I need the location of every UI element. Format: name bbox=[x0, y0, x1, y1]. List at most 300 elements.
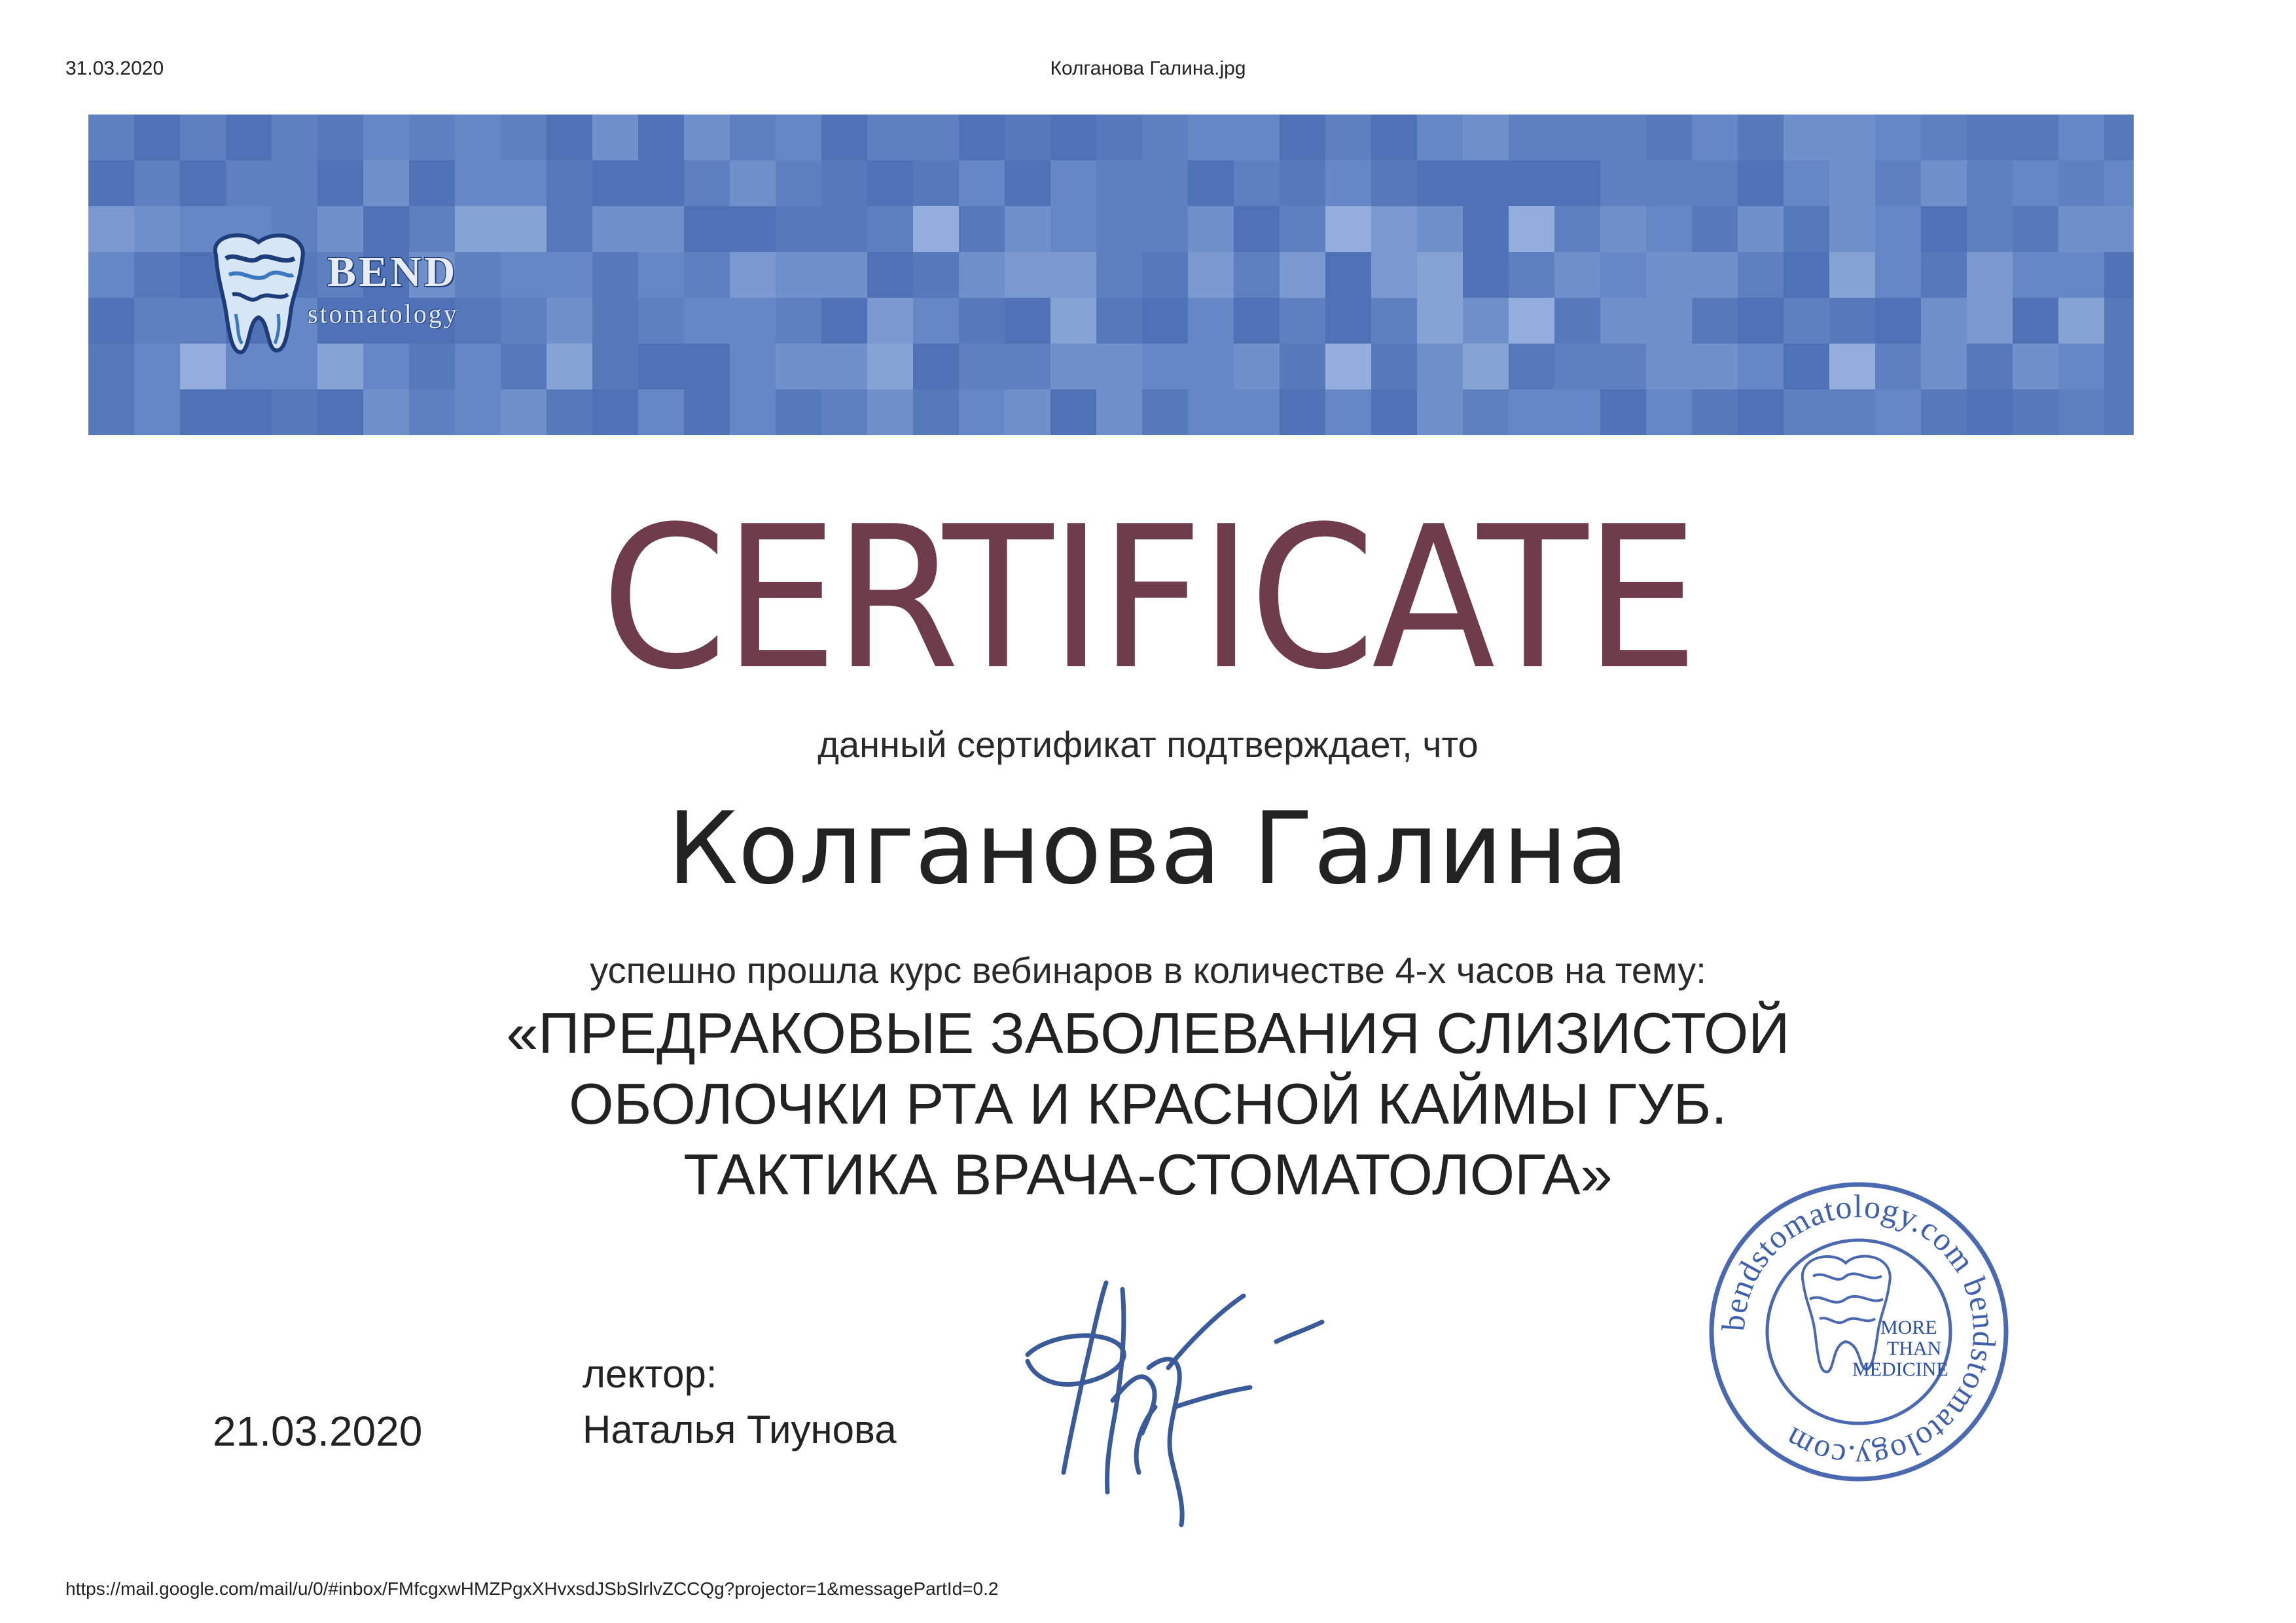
stamp-center-line: THAN bbox=[1887, 1338, 1942, 1359]
mosaic-tile bbox=[2013, 252, 2058, 298]
mosaic-tile bbox=[363, 115, 409, 160]
confirms-text: данный сертификат подтверждает, что bbox=[817, 724, 1479, 765]
mosaic-tile bbox=[1738, 344, 1784, 389]
mosaic-tile bbox=[1784, 298, 1829, 344]
mosaic-tile bbox=[1371, 298, 1417, 344]
mosaic-tile bbox=[1142, 252, 1188, 298]
mosaic-tile bbox=[1875, 206, 1921, 252]
print-header-title: Колганова Галина.jpg bbox=[1050, 58, 1246, 79]
mosaic-tile bbox=[821, 344, 867, 389]
mosaic-tile bbox=[1325, 115, 1371, 160]
mosaic-tile bbox=[2104, 160, 2134, 206]
mosaic-tile bbox=[547, 206, 592, 252]
mosaic-tile bbox=[684, 344, 730, 389]
mosaic-tile bbox=[1417, 160, 1463, 206]
mosaic-tile bbox=[1417, 252, 1463, 298]
mosaic-tile bbox=[1325, 206, 1371, 252]
mosaic-tile bbox=[317, 160, 363, 206]
mosaic-tile bbox=[1142, 206, 1188, 252]
mosaic-tile bbox=[1646, 160, 1692, 206]
mosaic-tile bbox=[592, 115, 638, 160]
mosaic-tile bbox=[455, 160, 501, 206]
mosaic-tile bbox=[1921, 160, 1967, 206]
mosaic-tile bbox=[134, 252, 180, 298]
mosaic-tile bbox=[1600, 206, 1646, 252]
mosaic-tile bbox=[2058, 115, 2104, 160]
completion-text: успешно прошла курс вебинаров в количестве 4-х часов на тему: bbox=[590, 950, 1706, 991]
logo-subtitle: stomatology bbox=[308, 299, 459, 329]
mosaic-tile bbox=[1875, 160, 1921, 206]
mosaic-tile bbox=[180, 389, 226, 435]
mosaic-tile bbox=[638, 206, 684, 252]
mosaic-tile bbox=[501, 160, 547, 206]
stamp-center-line: MORE bbox=[1880, 1317, 1937, 1338]
mosaic-tile bbox=[1325, 389, 1371, 435]
mosaic-tile bbox=[1921, 252, 1967, 298]
mosaic-tile bbox=[1005, 389, 1050, 435]
mosaic-tile bbox=[2104, 252, 2134, 298]
mosaic-tile bbox=[2104, 206, 2134, 252]
mosaic-tile bbox=[363, 389, 409, 435]
mosaic-tile bbox=[1646, 389, 1692, 435]
mosaic-tile bbox=[730, 298, 776, 344]
mosaic-tile bbox=[1280, 344, 1325, 389]
mosaic-tile bbox=[1188, 160, 1234, 206]
mosaic-tile bbox=[2013, 298, 2058, 344]
mosaic-tile bbox=[1829, 206, 1875, 252]
mosaic-tile bbox=[134, 115, 180, 160]
mosaic-tile bbox=[1371, 389, 1417, 435]
mosaic-tile bbox=[1096, 160, 1142, 206]
mosaic-tile bbox=[1509, 206, 1554, 252]
mosaic-tile bbox=[1554, 115, 1600, 160]
print-footer-url: https://mail.google.com/mail/u/0/#inbox/FMfcgxwHMZPgxXHvxsdJSbSlrlvZCCQg?projector=1&messagePartId=0.2 bbox=[65, 1578, 999, 1599]
mosaic-tile bbox=[501, 115, 547, 160]
mosaic-tile bbox=[2058, 252, 2104, 298]
bend-stomatology-logo bbox=[196, 229, 537, 366]
mosaic-tile bbox=[1967, 160, 2013, 206]
mosaic-tile bbox=[1417, 115, 1463, 160]
mosaic-tile bbox=[638, 298, 684, 344]
mosaic-tile bbox=[1967, 115, 2013, 160]
mosaic-tile bbox=[776, 298, 821, 344]
mosaic-tile bbox=[547, 115, 592, 160]
mosaic-tile bbox=[1234, 160, 1280, 206]
mosaic-tile bbox=[1142, 115, 1188, 160]
mosaic-tile bbox=[134, 389, 180, 435]
mosaic-tile bbox=[1692, 160, 1738, 206]
stamp-center-line: MEDICINE bbox=[1852, 1359, 1948, 1380]
mosaic-tile bbox=[1784, 115, 1829, 160]
mosaic-tile bbox=[409, 389, 455, 435]
mosaic-tile bbox=[1371, 344, 1417, 389]
mosaic-tile bbox=[2058, 206, 2104, 252]
mosaic-tile bbox=[2013, 389, 2058, 435]
mosaic-tile bbox=[547, 160, 592, 206]
mosaic-tile bbox=[959, 389, 1005, 435]
mosaic-tile bbox=[1371, 206, 1417, 252]
mosaic-tile bbox=[1784, 389, 1829, 435]
mosaic-tile bbox=[1921, 344, 1967, 389]
mosaic-tile bbox=[1829, 252, 1875, 298]
mosaic-tile bbox=[1096, 252, 1142, 298]
mosaic-tile bbox=[821, 160, 867, 206]
mosaic-tile bbox=[1738, 115, 1784, 160]
mosaic-tile bbox=[1096, 115, 1142, 160]
mosaic-tile bbox=[1921, 115, 1967, 160]
mosaic-tile bbox=[88, 115, 134, 160]
mosaic-tile bbox=[409, 115, 455, 160]
mosaic-tile bbox=[547, 298, 592, 344]
mosaic-tile bbox=[1188, 252, 1234, 298]
mosaic-tile bbox=[2058, 160, 2104, 206]
mosaic-tile bbox=[1921, 206, 1967, 252]
mosaic-tile bbox=[1096, 389, 1142, 435]
mosaic-tile bbox=[1280, 206, 1325, 252]
mosaic-tile bbox=[1646, 115, 1692, 160]
mosaic-tile bbox=[226, 115, 272, 160]
mosaic-tile bbox=[1967, 206, 2013, 252]
mosaic-tile bbox=[1738, 160, 1784, 206]
mosaic-tile bbox=[1646, 252, 1692, 298]
mosaic-tile bbox=[1142, 389, 1188, 435]
tooth-icon bbox=[1803, 1257, 1890, 1372]
mosaic-tile bbox=[1600, 344, 1646, 389]
mosaic-tile bbox=[1784, 160, 1829, 206]
mosaic-tile bbox=[455, 115, 501, 160]
mosaic-tile bbox=[1967, 298, 2013, 344]
mosaic-tile bbox=[2104, 298, 2134, 344]
mosaic-tile bbox=[1692, 344, 1738, 389]
mosaic-tile bbox=[1050, 252, 1096, 298]
mosaic-tile bbox=[730, 389, 776, 435]
mosaic-tile bbox=[684, 252, 730, 298]
mosaic-tile bbox=[1509, 344, 1554, 389]
mosaic-tile bbox=[867, 206, 913, 252]
mosaic-tile bbox=[363, 160, 409, 206]
mosaic-tile bbox=[1463, 298, 1509, 344]
mosaic-tile bbox=[959, 252, 1005, 298]
mosaic-tile bbox=[1463, 389, 1509, 435]
mosaic-tile bbox=[867, 252, 913, 298]
mosaic-tile bbox=[959, 206, 1005, 252]
mosaic-tile bbox=[547, 252, 592, 298]
mosaic-tile bbox=[2058, 298, 2104, 344]
mosaic-tile bbox=[1050, 206, 1096, 252]
mosaic-tile bbox=[2013, 344, 2058, 389]
mosaic-tile bbox=[2104, 389, 2134, 435]
mosaic-tile bbox=[821, 115, 867, 160]
mosaic-tile bbox=[1692, 298, 1738, 344]
mosaic-tile bbox=[1554, 344, 1600, 389]
mosaic-tile bbox=[1325, 298, 1371, 344]
recipient-name: Колганова Галина bbox=[667, 791, 1629, 906]
mosaic-tile bbox=[455, 389, 501, 435]
mosaic-tile bbox=[2013, 160, 2058, 206]
lecturer-label: лектор: bbox=[583, 1352, 717, 1396]
mosaic-tile bbox=[1692, 389, 1738, 435]
mosaic-tile bbox=[1463, 206, 1509, 252]
mosaic-tile bbox=[730, 206, 776, 252]
mosaic-tile bbox=[1234, 115, 1280, 160]
mosaic-tile bbox=[1509, 252, 1554, 298]
mosaic-tile bbox=[1646, 206, 1692, 252]
mosaic-tile bbox=[88, 298, 134, 344]
mosaic-tile bbox=[2013, 115, 2058, 160]
mosaic-tile bbox=[547, 389, 592, 435]
certificate-title: CERTIFICATE bbox=[601, 484, 1695, 713]
mosaic-tile bbox=[1280, 115, 1325, 160]
mosaic-tile bbox=[1829, 115, 1875, 160]
mosaic-tile bbox=[684, 115, 730, 160]
mosaic-tile bbox=[1784, 252, 1829, 298]
mosaic-tile bbox=[1875, 389, 1921, 435]
mosaic-tile bbox=[1234, 252, 1280, 298]
mosaic-tile bbox=[1050, 344, 1096, 389]
svg-text:bendstomatology.com bendstomat bbox=[1715, 1188, 2003, 1476]
mosaic-tile bbox=[272, 160, 317, 206]
mosaic-tile bbox=[1921, 298, 1967, 344]
mosaic-tile bbox=[592, 160, 638, 206]
mosaic-tile bbox=[684, 160, 730, 206]
mosaic-tile bbox=[1875, 252, 1921, 298]
mosaic-tile bbox=[1096, 298, 1142, 344]
mosaic-tile bbox=[592, 389, 638, 435]
mosaic-tile bbox=[1646, 298, 1692, 344]
mosaic-tile bbox=[867, 389, 913, 435]
mosaic-tile bbox=[776, 344, 821, 389]
mosaic-tile bbox=[1005, 252, 1050, 298]
mosaic-tile bbox=[913, 389, 959, 435]
mosaic-tile bbox=[1967, 389, 2013, 435]
mosaic-tile bbox=[684, 298, 730, 344]
mosaic-tile bbox=[592, 252, 638, 298]
mosaic-tile bbox=[1371, 160, 1417, 206]
mosaic-tile bbox=[317, 115, 363, 160]
mosaic-tile bbox=[1142, 160, 1188, 206]
mosaic-tile bbox=[1692, 252, 1738, 298]
mosaic-tile bbox=[226, 389, 272, 435]
lecturer-name: Наталья Тиунова bbox=[583, 1408, 897, 1452]
mosaic-tile bbox=[1692, 115, 1738, 160]
mosaic-tile bbox=[1967, 344, 2013, 389]
mosaic-tile bbox=[730, 115, 776, 160]
course-topic-line: ТАКТИКА ВРАЧА-СТОМАТОЛОГА» bbox=[683, 1142, 1613, 1207]
mosaic-tile bbox=[1188, 115, 1234, 160]
mosaic-tile bbox=[1875, 115, 1921, 160]
mosaic-tile bbox=[2104, 344, 2134, 389]
mosaic-tile bbox=[134, 298, 180, 344]
mosaic-tile bbox=[959, 160, 1005, 206]
mosaic-tile bbox=[1784, 206, 1829, 252]
mosaic-tile bbox=[1509, 389, 1554, 435]
mosaic-tile bbox=[1554, 206, 1600, 252]
mosaic-tile bbox=[1967, 252, 2013, 298]
mosaic-tile bbox=[1829, 344, 1875, 389]
mosaic-tile bbox=[592, 298, 638, 344]
print-header-date: 31.03.2020 bbox=[65, 58, 164, 79]
mosaic-tile bbox=[959, 298, 1005, 344]
mosaic-tile bbox=[1463, 160, 1509, 206]
mosaic-tile bbox=[638, 115, 684, 160]
mosaic-tile bbox=[776, 389, 821, 435]
course-topic-line: «ПРЕДРАКОВЫЕ ЗАБОЛЕВАНИЯ СЛИЗИСТОЙ bbox=[506, 1001, 1790, 1065]
mosaic-tile bbox=[1050, 389, 1096, 435]
mosaic-tile bbox=[1829, 160, 1875, 206]
mosaic-tile bbox=[821, 252, 867, 298]
mosaic-tile bbox=[1005, 344, 1050, 389]
handwritten-signature bbox=[1008, 1257, 1348, 1538]
mosaic-tile bbox=[2058, 344, 2104, 389]
mosaic-tile bbox=[1600, 252, 1646, 298]
bendstomatology-stamp bbox=[1705, 1178, 2013, 1486]
mosaic-tile bbox=[1921, 389, 1967, 435]
mosaic-tile bbox=[88, 160, 134, 206]
mosaic-tile bbox=[409, 160, 455, 206]
mosaic-tile bbox=[1280, 160, 1325, 206]
mosaic-tile bbox=[913, 206, 959, 252]
mosaic-tile bbox=[1417, 206, 1463, 252]
mosaic-tile bbox=[959, 344, 1005, 389]
mosaic-tile bbox=[1142, 344, 1188, 389]
mosaic-tile bbox=[1371, 252, 1417, 298]
mosaic-tile bbox=[776, 160, 821, 206]
mosaic-tile bbox=[730, 252, 776, 298]
mosaic-tile bbox=[1096, 344, 1142, 389]
stamp-ring-text: bendstomatology.com bendstomatology.com bbox=[1714, 1187, 2003, 1476]
mosaic-tile bbox=[2104, 115, 2134, 160]
mosaic-tile bbox=[1509, 160, 1554, 206]
mosaic-tile bbox=[776, 206, 821, 252]
mosaic-tile bbox=[1875, 344, 1921, 389]
mosaic-tile bbox=[272, 389, 317, 435]
mosaic-tile bbox=[1005, 115, 1050, 160]
mosaic-tile bbox=[1050, 298, 1096, 344]
mosaic-tile bbox=[638, 389, 684, 435]
mosaic-tile bbox=[1554, 298, 1600, 344]
mosaic-tile bbox=[913, 115, 959, 160]
mosaic-tile bbox=[1142, 298, 1188, 344]
mosaic-tile bbox=[1829, 298, 1875, 344]
mosaic-tile bbox=[867, 298, 913, 344]
mosaic-tile bbox=[1325, 160, 1371, 206]
mosaic-tile bbox=[821, 389, 867, 435]
mosaic-tile bbox=[1738, 389, 1784, 435]
mosaic-tile bbox=[134, 160, 180, 206]
mosaic-tile bbox=[1050, 160, 1096, 206]
mosaic-tile bbox=[821, 206, 867, 252]
mosaic-tile bbox=[1234, 389, 1280, 435]
mosaic-tile bbox=[867, 115, 913, 160]
mosaic-tile bbox=[88, 389, 134, 435]
mosaic-tile bbox=[1325, 252, 1371, 298]
mosaic-tile bbox=[1188, 206, 1234, 252]
mosaic-tile bbox=[1600, 160, 1646, 206]
mosaic-tile bbox=[180, 115, 226, 160]
tooth-logo-icon bbox=[196, 229, 321, 360]
mosaic-tile bbox=[1371, 115, 1417, 160]
mosaic-tile bbox=[913, 298, 959, 344]
mosaic-tile bbox=[134, 344, 180, 389]
mosaic-tile bbox=[867, 160, 913, 206]
mosaic-tile bbox=[776, 115, 821, 160]
mosaic-tile bbox=[180, 160, 226, 206]
mosaic-tile bbox=[547, 344, 592, 389]
mosaic-tile bbox=[1692, 206, 1738, 252]
mosaic-tile bbox=[1600, 389, 1646, 435]
mosaic-tile bbox=[1463, 344, 1509, 389]
mosaic-tile bbox=[1050, 115, 1096, 160]
mosaic-tile bbox=[501, 389, 547, 435]
mosaic-tile bbox=[913, 344, 959, 389]
mosaic-tile bbox=[134, 206, 180, 252]
mosaic-tile bbox=[638, 344, 684, 389]
mosaic-tile bbox=[730, 160, 776, 206]
mosaic-tile bbox=[1738, 252, 1784, 298]
mosaic-tile bbox=[272, 115, 317, 160]
mosaic-tile bbox=[226, 160, 272, 206]
mosaic-tile bbox=[1280, 298, 1325, 344]
mosaic-tile bbox=[1188, 344, 1234, 389]
mosaic-tile bbox=[1188, 389, 1234, 435]
mosaic-tile bbox=[1509, 115, 1554, 160]
mosaic-tile bbox=[959, 115, 1005, 160]
mosaic-tile bbox=[913, 160, 959, 206]
mosaic-tile bbox=[1417, 344, 1463, 389]
mosaic-tile bbox=[1417, 298, 1463, 344]
mosaic-tile bbox=[1234, 298, 1280, 344]
mosaic-tile bbox=[2013, 206, 2058, 252]
mosaic-tile bbox=[1738, 298, 1784, 344]
mosaic-tile bbox=[1875, 298, 1921, 344]
mosaic-tile bbox=[1829, 389, 1875, 435]
mosaic-tile bbox=[1188, 298, 1234, 344]
mosaic-tile bbox=[684, 389, 730, 435]
mosaic-tile bbox=[317, 389, 363, 435]
mosaic-tile bbox=[1463, 252, 1509, 298]
mosaic-tile bbox=[1600, 115, 1646, 160]
mosaic-tile bbox=[1509, 298, 1554, 344]
mosaic-tile bbox=[867, 344, 913, 389]
mosaic-tile bbox=[776, 252, 821, 298]
mosaic-tile bbox=[1463, 115, 1509, 160]
mosaic-tile bbox=[2058, 389, 2104, 435]
mosaic-tile bbox=[1280, 389, 1325, 435]
mosaic-tile bbox=[88, 206, 134, 252]
mosaic-tile bbox=[1005, 298, 1050, 344]
mosaic-tile bbox=[1738, 206, 1784, 252]
mosaic-tile bbox=[1234, 344, 1280, 389]
mosaic-tile bbox=[684, 206, 730, 252]
mosaic-tile bbox=[1784, 344, 1829, 389]
mosaic-tile bbox=[638, 160, 684, 206]
mosaic-tile bbox=[730, 344, 776, 389]
mosaic-tile bbox=[1280, 252, 1325, 298]
mosaic-tile bbox=[1005, 206, 1050, 252]
mosaic-tile bbox=[1554, 160, 1600, 206]
mosaic-tile bbox=[1600, 298, 1646, 344]
issue-date: 21.03.2020 bbox=[213, 1408, 423, 1455]
course-topic-line: ОБОЛОЧКИ РТА И КРАСНОЙ КАЙМЫ ГУБ. bbox=[569, 1071, 1727, 1136]
mosaic-tile bbox=[592, 206, 638, 252]
mosaic-tile bbox=[1417, 389, 1463, 435]
mosaic-tile bbox=[1096, 206, 1142, 252]
logo-name: BEND bbox=[327, 248, 458, 296]
mosaic-tile bbox=[1005, 160, 1050, 206]
mosaic-tile bbox=[88, 252, 134, 298]
mosaic-tile bbox=[1554, 389, 1600, 435]
mosaic-tile bbox=[1325, 344, 1371, 389]
